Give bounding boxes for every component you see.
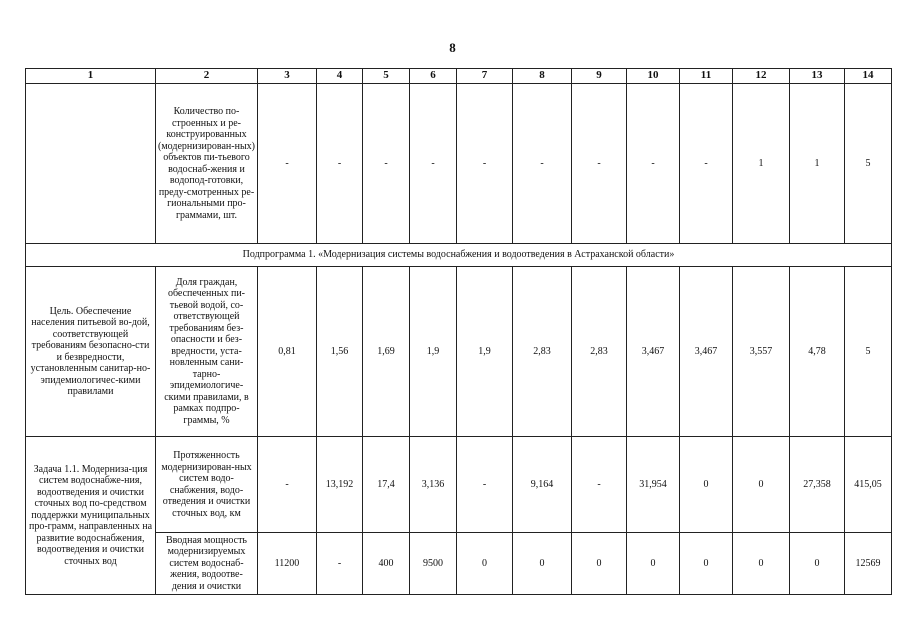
value-cell: 1,9 [457,267,513,437]
subprogram-row [26,244,892,267]
value-cell: 3,557 [733,267,790,437]
header-cell: 1 [26,69,156,84]
value-cell: 2,83 [572,267,627,437]
header-cell: 13 [790,69,845,84]
value-cell: - [457,437,513,533]
table-row [26,437,892,533]
value-cell: 11200 [258,533,317,595]
value-cell: 3,467 [627,267,680,437]
header-cell: 11 [680,69,733,84]
value-cell: 0 [733,437,790,533]
value-cell: 0 [790,533,845,595]
goal-cell: Цель. Обеспечение населения питьевой во-дой, соответствующей требованиям безопасно-сти и безвредности, установленным санитар-но-эпидемиологичес-кими правилами [26,267,156,437]
header-cell: 9 [572,69,627,84]
value-cell: 400 [363,533,410,595]
page-number: 8 [449,40,456,55]
value-cell: - [627,84,680,244]
value-cell: 0 [680,437,733,533]
value-cell: 3,136 [410,437,457,533]
value-cell: - [680,84,733,244]
table-row [26,84,892,244]
value-cell: 415,05 [845,437,892,533]
header-cell: 4 [317,69,363,84]
value-cell: 1 [790,84,845,244]
value-cell: 0 [457,533,513,595]
value-cell: - [572,437,627,533]
subprogram-title: Подпрограмма 1. «Модернизация системы водоснабжения и водоотведения в Астраханской области» [26,244,892,267]
value-cell: 0,81 [258,267,317,437]
header-cell: 12 [733,69,790,84]
value-cell: 0 [680,533,733,595]
value-cell: - [363,84,410,244]
header-cell: 6 [410,69,457,84]
value-cell: - [513,84,572,244]
indicator-cell: Доля граждан, обеспеченных пи-тьевой водой, со-ответствующей требованиям без-опасности и без-вредности, уста-новленным сани-тарно-эпидемиологиче-скими правилами, в рамках подпро-граммы, % [156,267,258,437]
header-cell: 10 [627,69,680,84]
indicator-cell: Вводная мощность модернизируемых систем водоснаб-жения, водоотве-дения и очистки [156,533,258,595]
value-cell: 4,78 [790,267,845,437]
table-row [26,533,892,595]
indicator-cell: Протяженность модернизирован-ных систем водо-снабжения, водо-отведения и очистки сточных вод, км [156,437,258,533]
value-cell: 9500 [410,533,457,595]
header-cell: 3 [258,69,317,84]
value-cell: 0 [572,533,627,595]
value-cell: 27,358 [790,437,845,533]
value-cell: - [258,84,317,244]
value-cell: 0 [513,533,572,595]
value-cell: 12569 [845,533,892,595]
header-cell: 7 [457,69,513,84]
value-cell: 1,56 [317,267,363,437]
value-cell: 5 [845,267,892,437]
table-row [26,267,892,437]
value-cell: 1,9 [410,267,457,437]
header-cell: 14 [845,69,892,84]
header-cell: 5 [363,69,410,84]
value-cell: 31,954 [627,437,680,533]
value-cell: 1,69 [363,267,410,437]
indicators-table [25,68,892,595]
indicator-cell: Количество по-строенных и ре-конструированных (модернизирован-ных) объектов пи-тьевого водоснаб-жения и водопод-готовки, преду-смотренных ре-гиональными про-граммами, шт. [156,84,258,244]
value-cell: 17,4 [363,437,410,533]
value-cell: - [572,84,627,244]
header-row [26,69,892,84]
value-cell: 0 [733,533,790,595]
value-cell: 2,83 [513,267,572,437]
value-cell: - [410,84,457,244]
value-cell: - [317,84,363,244]
value-cell: 9,164 [513,437,572,533]
value-cell: 1 [733,84,790,244]
value-cell: 0 [627,533,680,595]
value-cell: - [457,84,513,244]
value-cell: 3,467 [680,267,733,437]
value-cell: 13,192 [317,437,363,533]
value-cell: 5 [845,84,892,244]
empty-goal-cell [26,84,156,244]
header-cell: 8 [513,69,572,84]
header-cell: 2 [156,69,258,84]
value-cell: - [317,533,363,595]
value-cell: - [258,437,317,533]
task-cell: Задача 1.1. Модерниза-ция систем водоснабже-ния, водоотведения и очистки сточных вод по-средством поддержки муниципальных про-грамм, направленных на развитие водоснабжения, водоотведения и очистки сточных вод [26,437,156,595]
